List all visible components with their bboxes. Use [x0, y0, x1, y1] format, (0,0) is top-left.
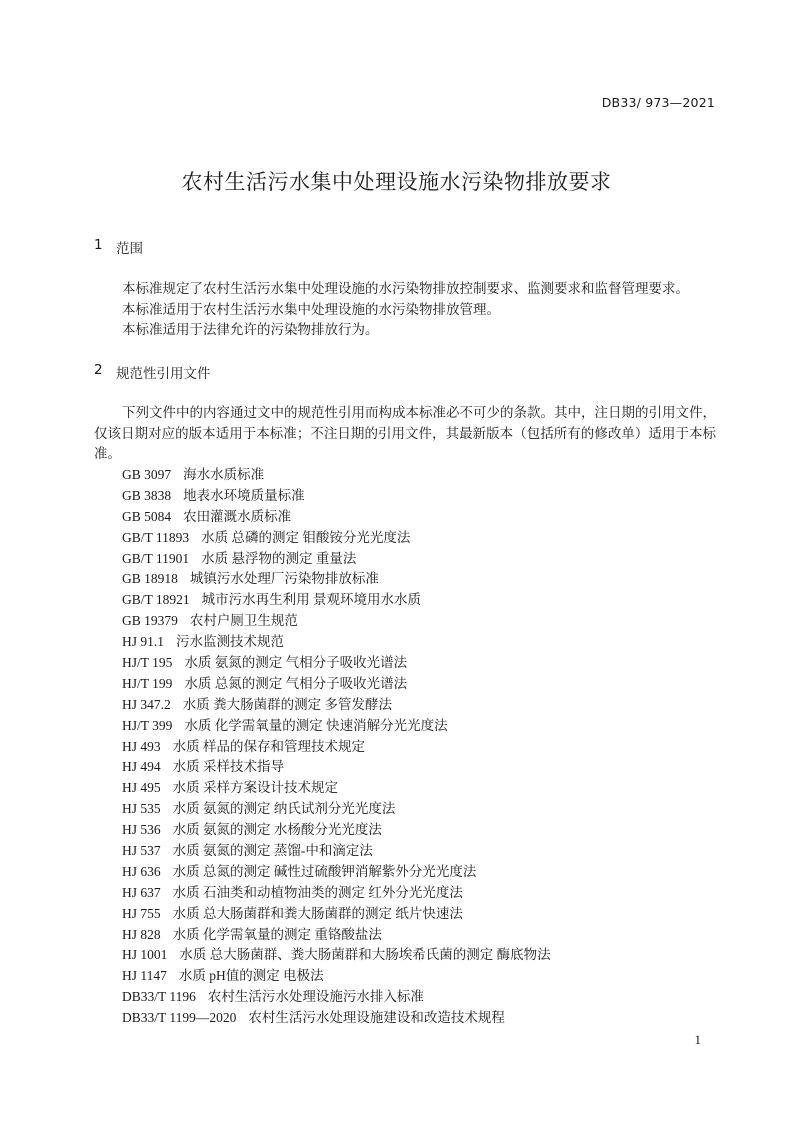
reference-code: HJ 536 [122, 822, 161, 838]
reference-item [122, 528, 551, 549]
reference-item [122, 904, 551, 925]
reference-code: HJ 755 [122, 905, 161, 921]
reference-item [122, 820, 551, 841]
reference-title: 地表水环境质量标准 [183, 487, 305, 503]
reference-item [122, 569, 551, 590]
reference-code: GB/T 11893 [122, 529, 190, 545]
reference-title: 水质 氨氮的测定 水杨酸分光光度法 [172, 822, 382, 838]
reference-code: HJ 1147 [122, 968, 167, 984]
reference-title: 水质 总氮的测定 气相分子吸收光谱法 [184, 675, 408, 691]
reference-item [122, 945, 551, 966]
reference-title: 水质 采样技术指导 [172, 759, 285, 775]
reference-title: 农村生活污水处理设施建设和改造技术规程 [248, 1010, 505, 1026]
reference-title: 水质 采样方案设计技术规定 [172, 780, 339, 796]
reference-code: GB 18918 [122, 571, 178, 587]
reference-item [122, 695, 551, 716]
reference-title: 农田灌溉水质标准 [183, 508, 292, 524]
references-intro [94, 403, 716, 465]
reference-title: 水质 总大肠菌群、粪大肠菌群和大肠埃希氏菌的测定 酶底物法 [179, 947, 551, 963]
reference-title: 水质 pH值的测定 电极法 [178, 968, 324, 984]
reference-code: GB 5084 [122, 508, 172, 524]
reference-list [122, 465, 551, 1029]
reference-title: 水质 化学需氧量的测定 重铬酸盐法 [172, 926, 382, 942]
reference-item [122, 799, 551, 820]
reference-item [122, 465, 551, 486]
reference-title: 水质 氨氮的测定 蒸馏-中和滴定法 [172, 843, 373, 859]
reference-title: 水质 总氮的测定 碱性过硫酸钾消解紫外分光光度法 [172, 863, 477, 879]
reference-item [122, 486, 551, 507]
reference-title: 水质 样品的保存和管理技术规定 [172, 738, 366, 754]
reference-title: 农村生活污水处理设施污水排入标准 [207, 989, 424, 1005]
reference-code: HJ 636 [122, 863, 161, 879]
reference-item [122, 716, 551, 737]
scope-text [94, 279, 714, 341]
reference-code: HJ 537 [122, 843, 161, 859]
reference-code: DB33/T 1199—2020 [122, 1010, 237, 1026]
reference-code: HJ 494 [122, 759, 161, 775]
reference-title: 水质 氨氮的测定 纳氏试剂分光光度法 [172, 801, 396, 817]
reference-item [122, 778, 551, 799]
reference-code: HJ/T 199 [122, 675, 173, 691]
reference-title: 水质 化学需氧量的测定 快速消解分光光度法 [184, 717, 448, 733]
reference-title: 水质 悬浮物的测定 重量法 [201, 550, 357, 566]
reference-item [122, 987, 551, 1008]
references-intro-paragraph: 下列文件中的内容通过文中的规范性引用而构成本标准必不可少的条款。其中，注日期的引用文件，仅该日期对应的版本适用于本标准；不注日期的引用文件，其最新版本（包括所有的修改单）适用于本标准。 [94, 405, 716, 461]
reference-title: 海水水质标准 [183, 467, 265, 482]
reference-item [122, 1008, 551, 1029]
reference-item [122, 611, 551, 632]
reference-code: GB 3838 [122, 487, 172, 503]
reference-item [122, 862, 551, 883]
reference-code: HJ 493 [122, 738, 161, 754]
reference-title: 水质 粪大肠菌群的测定 多管发酵法 [182, 696, 393, 712]
reference-code: HJ 91.1 [122, 634, 165, 650]
reference-item [122, 883, 551, 904]
reference-code: HJ 347.2 [122, 696, 171, 712]
reference-title: 污水监测技术规范 [176, 634, 285, 650]
reference-item [122, 757, 551, 778]
scope-paragraph: 本标准适用于农村生活污水集中处理设施的水污染物排放管理。 [122, 301, 500, 317]
reference-code: HJ/T 195 [122, 655, 173, 671]
page-number: 1 [694, 1032, 701, 1047]
scope-paragraph: 本标准适用于法律允许的污染物排放行为。 [122, 322, 379, 337]
reference-code: HJ/T 399 [122, 717, 173, 733]
section-2-number: 2 [94, 362, 103, 378]
reference-item [122, 632, 551, 653]
document-code: DB33/ 973—2021 [601, 95, 715, 110]
reference-item [122, 925, 551, 946]
reference-title: 水质 总大肠菌群和粪大肠菌群的测定 纸片快速法 [172, 905, 463, 921]
reference-item [122, 507, 551, 528]
reference-code: HJ 495 [122, 780, 161, 796]
section-1-title: 范围 [116, 241, 143, 257]
reference-title: 水质 氨氮的测定 气相分子吸收光谱法 [184, 655, 408, 671]
reference-item [122, 737, 551, 758]
reference-code: HJ 637 [122, 884, 161, 900]
reference-title: 水质 石油类和动植物油类的测定 红外分光光度法 [172, 884, 463, 900]
reference-item [122, 841, 551, 862]
reference-title: 水质 总磷的测定 钼酸铵分光光度法 [201, 529, 411, 545]
reference-title: 农村户厕卫生规范 [189, 613, 298, 629]
reference-code: HJ 535 [122, 801, 161, 817]
reference-code: GB 19379 [122, 613, 178, 629]
scope-paragraph: 本标准规定了农村生活污水集中处理设施的水污染物排放控制要求、监测要求和监督管理要求。 [122, 281, 689, 296]
reference-item [122, 966, 551, 987]
reference-code: GB 3097 [122, 467, 172, 482]
reference-code: HJ 1001 [122, 947, 168, 963]
reference-item [122, 653, 551, 674]
section-2-title: 规范性引用文件 [116, 366, 211, 382]
section-1-number: 1 [94, 237, 103, 253]
reference-code: GB/T 18921 [122, 592, 190, 608]
reference-code: DB33/T 1196 [122, 989, 196, 1005]
section-2-heading [94, 362, 211, 382]
reference-title: 城市污水再生利用 景观环境用水水质 [201, 592, 422, 608]
reference-code: HJ 828 [122, 926, 161, 942]
reference-item [122, 590, 551, 611]
reference-item [122, 549, 551, 570]
reference-item [122, 674, 551, 695]
reference-code: GB/T 11901 [122, 550, 190, 566]
document-title: 农村生活污水集中处理设施水污染物排放要求 [181, 170, 612, 194]
reference-title: 城镇污水处理厂污染物排放标准 [189, 571, 379, 587]
section-1-heading [94, 237, 143, 257]
